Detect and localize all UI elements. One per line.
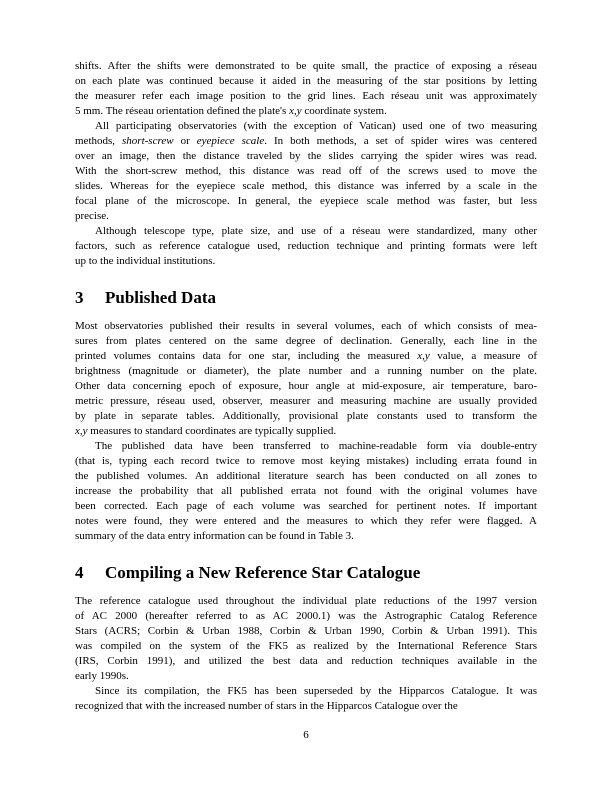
text-line: printed volumes contains data for one star, including the measured x,y value, a measure of [75, 350, 537, 362]
text-line: (that is, typing each record twice to remove most keying mistakes) including errata found in [75, 455, 537, 467]
text-line: notes were found, they were entered and the measures to which they refer were flagged. A [75, 515, 537, 527]
text-line: factors, such as reference catalogue used, reduction technique and printing formats were left [75, 240, 537, 252]
paragraph [75, 684, 537, 714]
text-line: increase the probability that all published errata not found with the original volumes have [75, 485, 537, 497]
text-line: The published data have been transferred to machine-readable form via double-entry [95, 440, 537, 452]
text-line: Most observatories published their results in several volumes, each of which consists of mea- [75, 320, 537, 332]
text-line: been corrected. Each page of each volume was searched for pertinent notes. If important [75, 500, 537, 512]
section-number: 4 [75, 563, 84, 582]
text-line: (IRS, Corbin 1991), and utilized the best data and reduction techniques available in the [75, 655, 537, 667]
text-line: x,y measures to standard coordinates are typically supplied. [75, 425, 337, 437]
paragraph [75, 439, 537, 544]
text-line: brightness (magnitude or diameter), the plate number and a running number on the plate. [75, 365, 537, 377]
section-title: Published Data [105, 288, 216, 307]
text-line: All participating observatories (with the exception of Vatican) used one of two measuring [95, 120, 537, 132]
section-number: 3 [75, 288, 84, 307]
text-line: With the short-screw method, this distance was read off of the screws used to move the [75, 165, 537, 177]
section-heading [75, 563, 537, 583]
text-line: 5 mm. The réseau orientation defined the plate's x,y coordinate system. [75, 105, 387, 117]
text-line: precise. [75, 210, 109, 222]
text-line: focal plane of the microscope. In general, the eyepiece scale method was faster, but less [75, 195, 537, 207]
text-line: metric pressure, réseau used, observer, measurer and measuring machine are usually provided [75, 395, 537, 407]
text-line: by plate in separate tables. Additionally, provisional plate constants used to transform the [75, 410, 537, 422]
text-line: was compiled on the system of the FK5 as realized by the International Reference Stars [75, 640, 537, 652]
text-line: Stars (ACRS; Corbin & Urban 1988, Corbin & Urban 1990, Corbin & Urban 1991). This [75, 625, 537, 637]
text-line: of AC 2000 (hereafter referred to as AC 2000.1) was the Astrographic Catalog Reference [75, 610, 537, 622]
text-line: sures from plates centered on the same degree of declination. Generally, each line in the [75, 335, 537, 347]
text-line: slides. Whereas for the eyepiece scale method, this distance was inferred by a scale in the [75, 180, 537, 192]
text-line: early 1990s. [75, 670, 129, 682]
text-line: the measurer refer each image position to the grid lines. Each réseau unit was approximately [75, 90, 537, 102]
text-line: Since its compilation, the FK5 has been superseded by the Hipparcos Catalogue. It was [95, 685, 537, 697]
paragraph [75, 224, 537, 269]
text-line: the published volumes. An additional literature search has been conducted on all zones to [75, 470, 537, 482]
paragraph [75, 119, 537, 224]
text-line: shifts. After the shifts were demonstrated to be quite small, the practice of exposing a réseau [75, 60, 537, 72]
page-number: 6 [303, 729, 309, 741]
paragraph [75, 319, 537, 439]
paragraph [75, 594, 537, 684]
text-line: methods, short-screw or eyepiece scale. In both methods, a set of spider wires was centered [75, 135, 538, 147]
text-line: summary of the data entry information can be found in Table 3. [75, 530, 354, 542]
text-line: recognized that with the increased number of stars in the Hipparcos Catalogue over the [75, 700, 458, 712]
text-line: Although telescope type, plate size, and use of a réseau were standardized, many other [95, 225, 537, 237]
text-line: Other data concerning epoch of exposure, hour angle at mid-exposure, air temperature, baro- [75, 380, 537, 392]
section-heading [75, 288, 537, 308]
section-title: Compiling a New Reference Star Catalogue [105, 563, 421, 582]
text-line: over an image, then the distance traveled by the slides carrying the spider wires was read. [75, 150, 537, 162]
text-line: The reference catalogue used throughout the individual plate reductions of the 1997 version [75, 595, 537, 607]
text-line: on each plate was continued because it aided in the measuring of the star positions by letting [75, 75, 537, 87]
page-body [75, 59, 537, 714]
text-line: up to the individual institutions. [75, 255, 216, 267]
paragraph [75, 59, 537, 119]
